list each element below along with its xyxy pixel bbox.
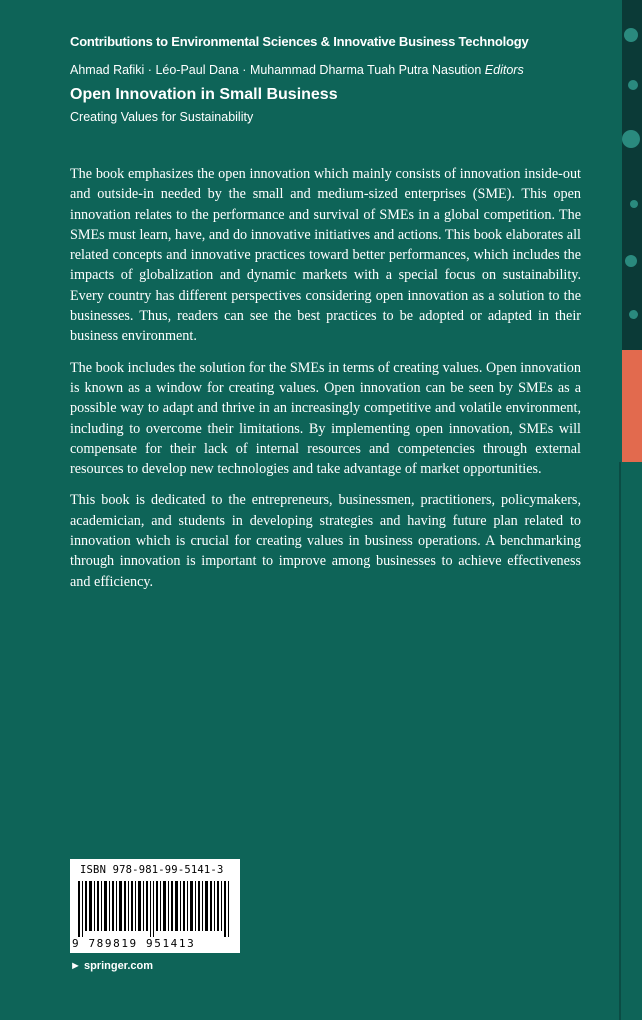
book-subtitle: Creating Values for Sustainability [70, 110, 254, 124]
spine-decoration-strip [622, 0, 642, 1020]
series-title: Contributions to Environmental Sciences & Innovative Business Technology [70, 34, 529, 49]
decorative-dot [622, 130, 640, 148]
description-paragraph-2: The book includes the solution for the SMEs in terms of creating values. Open innovation is known as a window for creating values. Open innovation can be seen by SMEs as a possible way to adapt and thrive in an increasingly competitive and volatile environment, including to overcome their limitations. By implementing open innovation, SMEs will compensate for their lack of internal resources and competencies through external resources to develop new technologies and take advantage of market opportunities. [70, 359, 581, 478]
strip-divider-line [619, 462, 621, 1020]
barcode-digits: 9 789819 951413 [72, 937, 196, 950]
decorative-dot [624, 28, 638, 42]
description-paragraph-1: The book emphasizes the open innovation which mainly consists of innovation inside-out and outside-in needed by the small and medium-sized enterprises (SME). This open innovation relates to the performance and survival of SMEs in a global competition. The SMEs must learn, have, and do innovative initiatives and actions. This book elaborates all related concepts and innovative practices toward better performances, which includes the impacts of globalization and dynamic markets with a special focus on sustainability. Every country has different perspectives considering open innovation as a solution to the businesses. Thus, readers can see the best practices to be adopted or adapted in their business environment. [70, 166, 581, 345]
strip-lower [622, 462, 642, 1020]
decorative-dots-panel [622, 0, 642, 350]
accent-block [622, 350, 642, 462]
barcode-bars [78, 881, 232, 937]
decorative-dot [630, 200, 638, 208]
book-description [70, 164, 581, 603]
editor-names: Ahmad Rafiki · Léo-Paul Dana · Muhammad Dharma Tuah Putra Nasution [70, 63, 482, 77]
publisher-link[interactable] [70, 960, 153, 972]
decorative-dot [629, 310, 638, 319]
publisher-url: springer.com [83, 960, 154, 972]
book-title: Open Innovation in Small Business [70, 86, 338, 103]
decorative-dot [625, 255, 637, 267]
editors-line [70, 63, 524, 77]
decorative-dot [628, 80, 638, 90]
editors-role: Editors [484, 63, 524, 77]
isbn-label: ISBN 978-981-99-5141-3 [80, 864, 224, 876]
isbn-barcode [70, 859, 240, 953]
arrow-right-icon: ► [70, 960, 81, 972]
description-paragraph-3: This book is dedicated to the entrepreneurs, businessmen, practitioners, policymakers, academician, and students in developing strategies and having future plan related to innovation which is crucial for creating values in business operations. A benchmarking through innovation is important to improve among businesses to achieve effectiveness and efficiency. [70, 492, 581, 590]
